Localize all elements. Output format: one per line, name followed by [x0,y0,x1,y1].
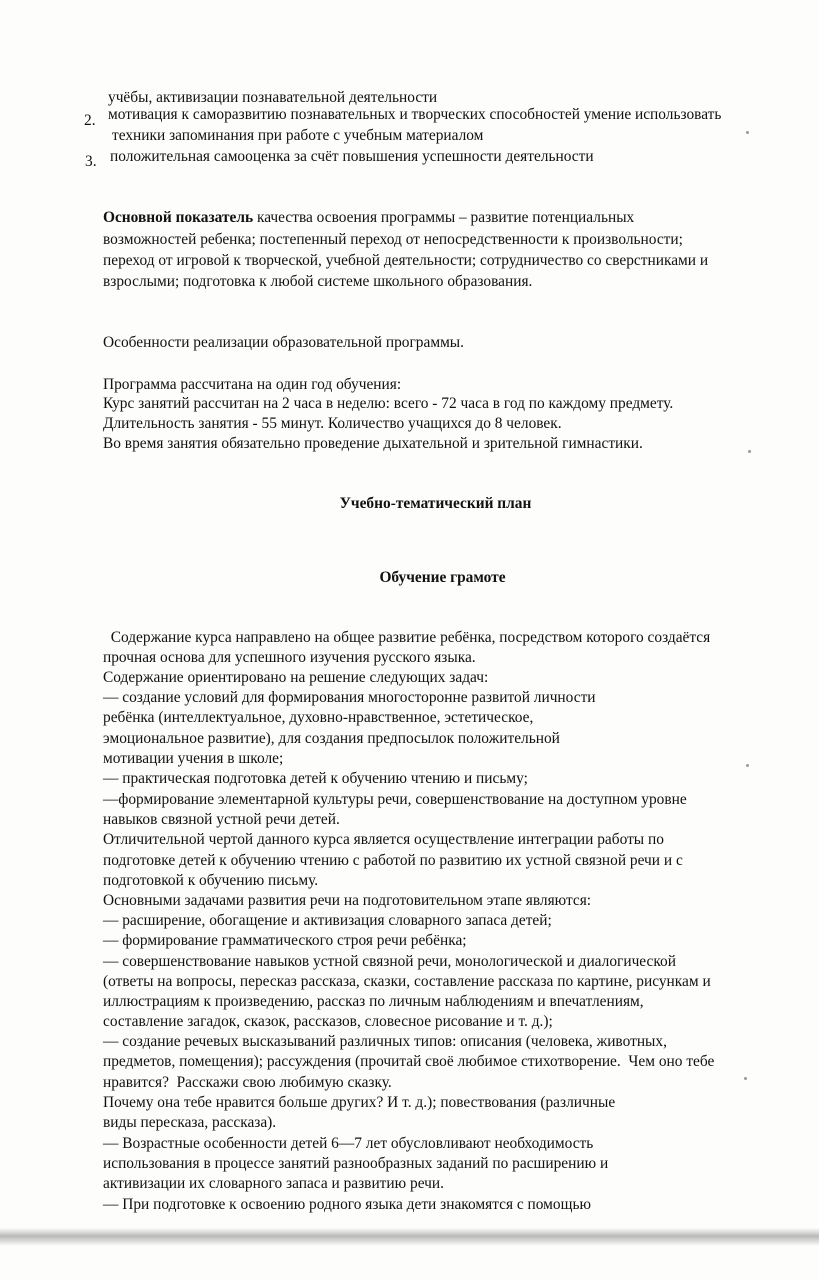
body-line: мотивации учения в школе; [103,750,284,767]
body-line: эмоциональное развитие), для создания предпосылок положительной [103,730,560,747]
scan-speck [746,764,749,767]
body-line: Почему она тебе нравится больше других? И т. д.); повествования (различные [103,1094,616,1111]
features-line-4: Во время занятия обязательно проведение дыхательной и зрительной гимнастики. [103,435,643,452]
body-line: ребёнка (интеллектуальное, духовно-нравственное, эстетическое, [103,709,534,726]
body-line: —формирование элементарной культуры речи, совершенствование на доступном уровне [103,791,687,808]
scan-speck [748,450,751,453]
indicator-line-1-text: качества освоения программы – развитие потенциальных [253,209,635,226]
list-item-1-continuation: учёбы, активизации познавательной деятельности [108,89,438,106]
body-line: — При подготовке к освоению родного языка дети знакомятся с помощью [103,1196,591,1213]
body-line: — Возрастные особенности детей 6—7 лет обусловливают необходимость [103,1135,594,1152]
body-line: — совершенствование навыков устной связной речи, монологической и диалогической [103,953,676,970]
literacy-title: Обучение грамоте [379,569,506,586]
features-line-1: Программа рассчитана на один год обучения: [103,376,402,393]
body-line: активизации их словарного запаса и развитию речи. [103,1175,444,1192]
body-line: Основными задачами развития речи на подготовительном этапе являются: [103,892,592,909]
body-line: предметов, помещения); рассуждения (прочитай своё любимое стихотворение. Чем оно тебе [103,1053,715,1070]
body-line: нравится? Расскажи свою любимую сказку. [103,1074,392,1091]
body-line: составление загадок, сказок, рассказов, словесное рисование и т. д.); [103,1013,553,1030]
list-item-2-line-2: техники запоминания при работе с учебным материалом [112,127,484,144]
body-line: использования в процессе занятий разнообразных заданий по расширению и [103,1155,609,1172]
body-line: подготовке детей к обучению чтению с работой по развитию их устной связной речи и с [103,852,683,869]
body-line: виды пересказа, рассказа). [103,1114,277,1131]
indicator-line-2: возможностей ребенка; постепенный переход от непосредственности к произвольности; [103,231,683,248]
indicator-bold-label: Основной показатель [103,209,254,226]
list-item-2-line-1: мотивация к саморазвитию познавательных и творческих способностей умение использовать [108,106,722,123]
indicator-line-1 [103,208,634,228]
features-line-2: Курс занятий рассчитан на 2 часа в неделю: всего - 72 часа в год по каждому предмету. [103,395,674,412]
features-heading: Особенности реализации образовательной программы. [103,334,464,351]
list-item-3-line-1: положительная самооценка за счёт повышения успешности деятельности [110,148,594,165]
body-line: — практическая подготовка детей к обучению чтению и письму; [103,770,528,787]
scan-shadow [0,1228,819,1246]
plan-title: Учебно-тематический план [339,495,532,512]
features-line-3: Длительность занятия - 55 минут. Количество учащихся до 8 человек. [103,415,562,432]
body-line: навыков связной устной речи детей. [103,811,340,828]
body-line: Отличительной чертой данного курса является осуществление интеграции работы по [103,831,664,848]
body-line: — создание условий для формирования многосторонне развитой личности [103,689,596,706]
body-line: — создание речевых высказываний различных типов: описания (человека, животных, [103,1033,667,1050]
body-line: иллюстрациям к произведению, рассказ по личным наблюдениям и впечатлениям, [103,993,644,1010]
body-line: Содержание ориентировано на решение следующих задач: [103,669,489,686]
body-line: (ответы на вопросы, пересказ рассказа, сказки, составление рассказа по картине, рисункам и [103,973,711,990]
scan-speck [744,1077,747,1080]
indicator-line-3: переход от игровой к творческой, учебной деятельности; сотрудничество со сверстниками и [103,252,709,269]
scan-speck [746,131,749,134]
body-line: — формирование грамматического строя речи ребёнка; [103,932,467,949]
indicator-line-4: взрослыми; подготовка к любой системе школьного образования. [103,273,533,290]
body-line: подготовкой к обучению письму. [103,872,319,889]
body-line: прочная основа для успешного изучения русского языка. [103,649,476,666]
list-number-2: 2. [84,112,96,129]
body-line: — расширение, обогащение и активизация словарного запаса детей; [103,912,552,929]
list-number-3: 3. [85,153,97,170]
body-line: Содержание курса направлено на общее развитие ребёнка, посредством которого создаётся [103,629,711,646]
